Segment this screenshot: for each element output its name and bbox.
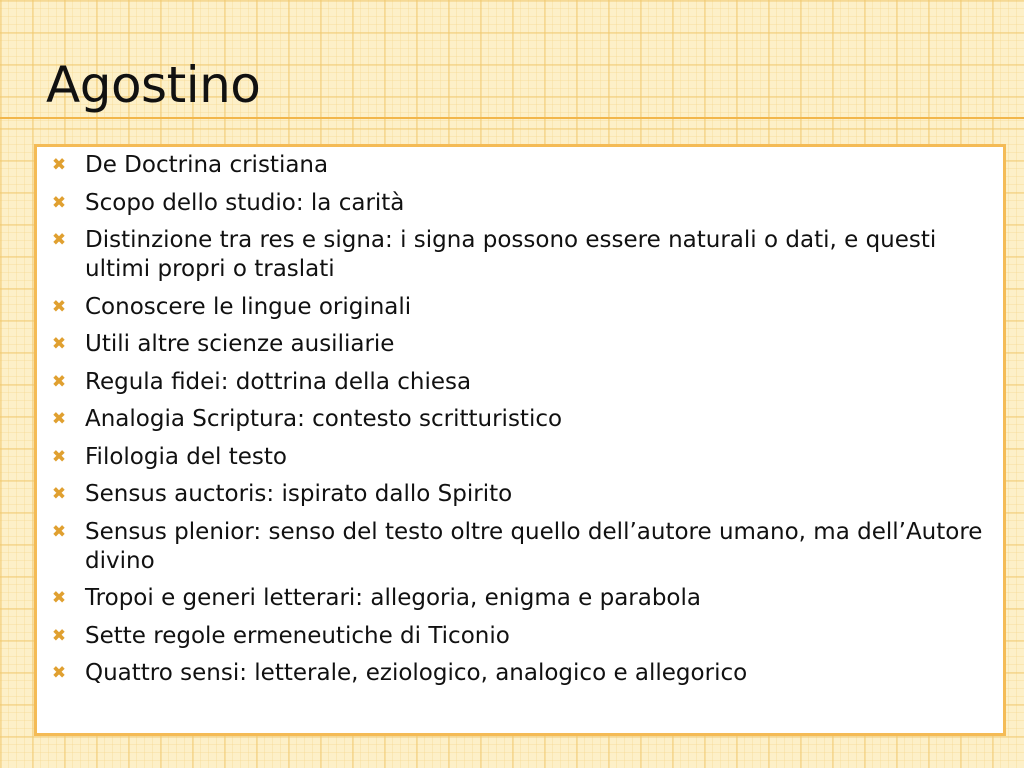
bullet-text: Scopo dello studio: la carità — [85, 189, 405, 216]
slide-title: Agostino — [46, 56, 261, 114]
list-item — [49, 443, 987, 472]
list-item — [49, 584, 987, 613]
cross-icon: ✖ — [51, 334, 67, 354]
list-item — [49, 405, 987, 434]
list-item — [49, 151, 987, 180]
bullet-text: Sensus auctoris: ispirato dallo Spirito — [85, 481, 513, 507]
cross-icon: ✖ — [51, 296, 67, 317]
cross-icon: ✖ — [51, 446, 67, 467]
bullet-text: Utili altre scienze ausiliarie — [85, 331, 395, 357]
bullet-text: Analogia Scriptura: contesto scritturistico — [85, 406, 563, 432]
bullet-text: Quattro sensi: letterale, eziologico, analogico e allegorico — [85, 660, 748, 686]
cross-icon: ✖ — [51, 484, 67, 504]
cross-icon: ✖ — [51, 409, 67, 429]
cross-icon: ✖ — [51, 588, 67, 608]
cross-icon: ✖ — [51, 663, 67, 683]
bullet-list — [49, 151, 987, 688]
list-item — [49, 622, 987, 651]
list-item — [49, 189, 987, 218]
list-item — [49, 330, 987, 359]
cross-icon: ✖ — [51, 192, 67, 213]
list-item — [49, 518, 987, 576]
bullet-text: Regula fidei: dottrina della chiesa — [85, 368, 472, 395]
bullet-text: Sensus plenior: senso del testo oltre quello dell’autore umano, ma dell’Autore divino — [85, 518, 983, 574]
content-box — [34, 144, 1006, 736]
cross-icon: ✖ — [51, 625, 67, 646]
bullet-text: Filologia del testo — [85, 443, 287, 470]
bullet-text: Distinzione tra res e signa: i signa possono essere naturali o dati, e questi ultimi propri o traslati — [85, 227, 937, 282]
bullet-text: Conoscere le lingue originali — [85, 293, 412, 320]
cross-icon: ✖ — [51, 230, 67, 250]
bullet-text: Tropoi e generi letterari: allegoria, enigma e parabola — [85, 585, 701, 611]
title-divider — [0, 117, 1024, 119]
bullet-text: De Doctrina cristiana — [85, 152, 329, 178]
list-item — [49, 480, 987, 509]
bullet-text: Sette regole ermeneutiche di Ticonio — [85, 622, 510, 649]
cross-icon: ✖ — [51, 371, 67, 392]
list-item — [49, 659, 987, 688]
cross-icon: ✖ — [51, 521, 67, 542]
list-item — [49, 368, 987, 397]
list-item — [49, 293, 987, 322]
list-item — [49, 226, 987, 284]
cross-icon: ✖ — [51, 155, 67, 175]
